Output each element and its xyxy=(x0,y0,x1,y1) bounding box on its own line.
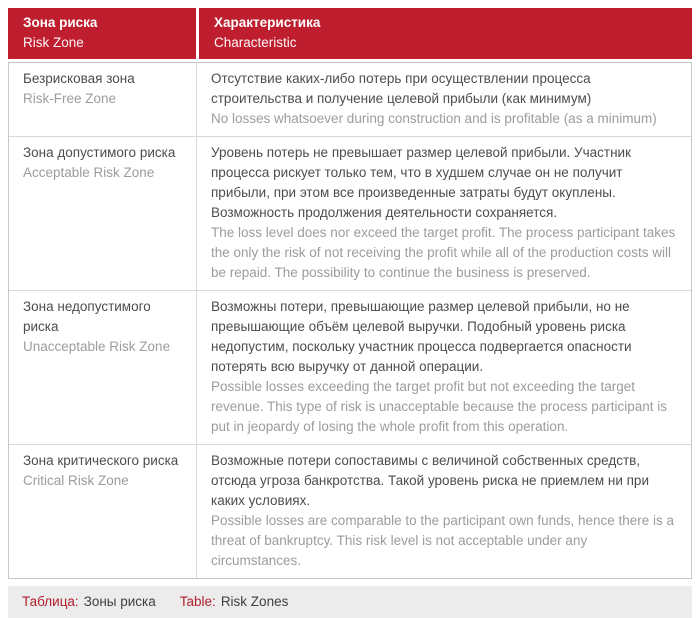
header-risk-zone-en: Risk Zone xyxy=(23,35,84,50)
zone-desc-ru: Возможны потери, превышающие размер целевой прибыли, но не превышающие объём целевой выручки. Подобный уровень риска недопустим, поскольку участник процесса подвергается опасности потерять всю выручку от данной операции. xyxy=(211,299,632,374)
zone-name-ru: Зона критического риска xyxy=(23,453,179,468)
characteristic-cell xyxy=(197,63,691,136)
zone-name-ru: Безрисковая зона xyxy=(23,71,135,86)
caption-title-ru: Зоны риска xyxy=(83,594,156,609)
header-risk-zone-ru: Зона риска xyxy=(23,15,98,30)
table-row xyxy=(9,63,691,137)
zone-desc-en: The loss level does nor exceed the target profit. The process participant takes the only the risk of not receiving the profit while all of the production costs will be repaid. The possibility to continue the business is preserved. xyxy=(211,225,676,280)
table-header xyxy=(8,8,692,59)
zone-name-en: Unacceptable Risk Zone xyxy=(23,339,171,354)
zone-name-en: Risk-Free Zone xyxy=(23,91,117,106)
zone-cell xyxy=(9,137,197,290)
zone-cell xyxy=(9,291,197,444)
characteristic-cell xyxy=(197,137,691,290)
table-row xyxy=(9,291,691,445)
table-row xyxy=(9,445,691,578)
caption-title-en: Risk Zones xyxy=(220,594,289,609)
caption-label-en: Table: xyxy=(179,594,216,609)
zone-desc-ru: Возможные потери сопоставимы с величиной собственных средств, отсюда угроза банкротства. Такой уровень риска не приемлем ни при каких условиях. xyxy=(211,453,649,508)
header-characteristic-ru: Характеристика xyxy=(214,15,321,30)
zone-name-ru: Зона допустимого риска xyxy=(23,145,176,160)
caption-label-ru: Таблица: xyxy=(22,594,79,609)
table-row xyxy=(9,137,691,291)
zone-desc-ru: Отсутствие каких-либо потерь при осуществлении процесса строительства и получение целевой прибыли (как минимум) xyxy=(211,71,592,106)
zone-cell xyxy=(9,445,197,578)
characteristic-cell xyxy=(197,445,691,578)
zone-name-en: Critical Risk Zone xyxy=(23,473,129,488)
zone-cell xyxy=(9,63,197,136)
risk-zone-table-body xyxy=(8,62,692,579)
zone-name-en: Acceptable Risk Zone xyxy=(23,165,155,180)
header-cell-characteristic xyxy=(199,8,692,59)
characteristic-cell xyxy=(197,291,691,444)
zone-desc-en: Possible losses exceeding the target profit but not exceeding the target revenue. This type of risk is unacceptable because the process participant is put in jeopardy of losing the whole profit from this operation. xyxy=(211,379,668,434)
header-characteristic-en: Characteristic xyxy=(214,35,297,50)
header-cell-risk-zone xyxy=(8,8,196,59)
zone-name-ru: Зона недопустимого риска xyxy=(23,299,151,334)
table-caption xyxy=(8,586,692,618)
zone-desc-en: Possible losses are comparable to the participant own funds, hence there is a threat of bankruptcy. This risk level is not acceptable under any circumstances. xyxy=(211,513,675,568)
zone-desc-ru: Уровень потерь не превышает размер целевой прибыли. Участник процесса рискует только тем, что в худшем случае он не получит прибыли, при этом все произведенные затраты будут окуплены. Возможность продолжения деятельности сохраняется. xyxy=(211,145,631,220)
zone-desc-en: No losses whatsoever during construction and is profitable (as a minimum) xyxy=(211,111,657,126)
